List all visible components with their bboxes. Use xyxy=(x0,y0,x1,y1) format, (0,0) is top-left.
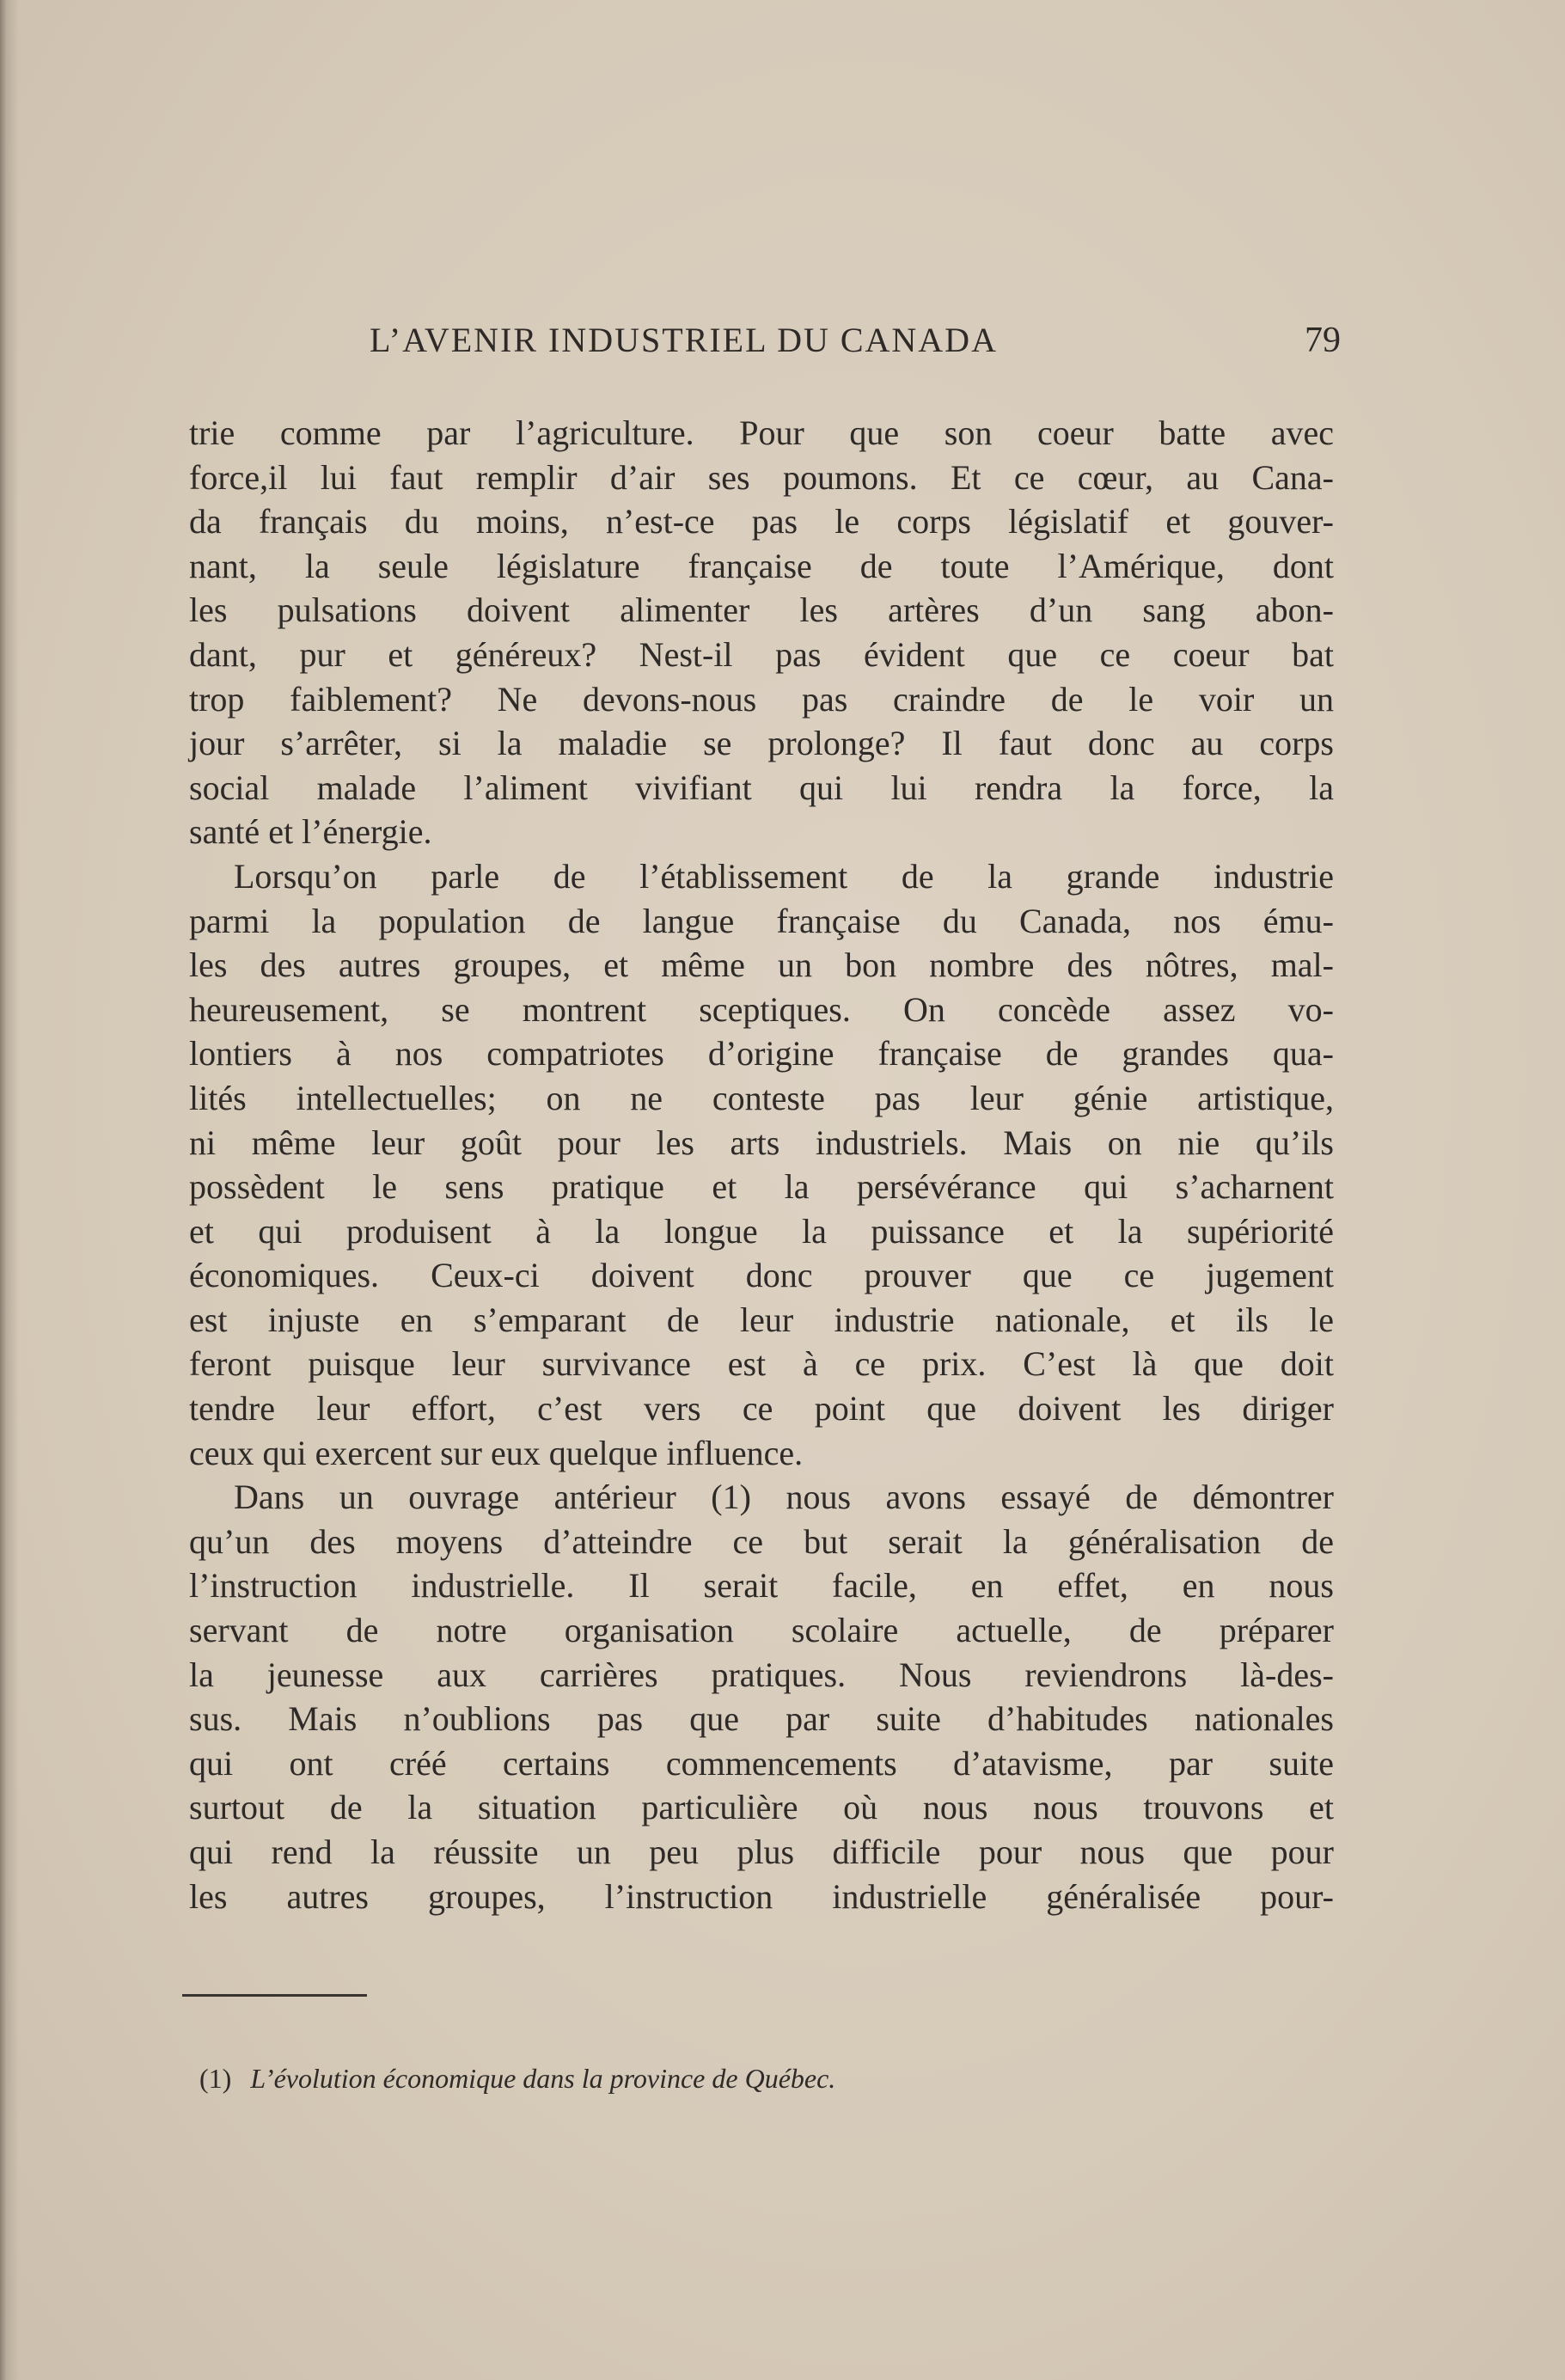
text-line: les pulsations doivent alimenter les artères d’un sang abon- xyxy=(189,590,1334,630)
running-title: L’AVENIR INDUSTRIEL DU CANADA xyxy=(370,321,998,359)
text-line: dant, pur et généreux? Nest-il pas évident que ce coeur bat xyxy=(189,634,1334,674)
footnote-text: L’évolution économique dans la province de Québec. xyxy=(250,2063,836,2094)
text-line: force,il lui faut remplir d’air ses poumons. Et ce cœur, au Cana- xyxy=(189,457,1334,497)
text-line: da français du moins, n’est-ce pas le corps législatif et gouver- xyxy=(189,502,1334,541)
text-line: tendre leur effort, c’est vers ce point que doivent les diriger xyxy=(189,1389,1334,1429)
text-line: possèdent le sens pratique et la persévérance qui s’acharnent xyxy=(189,1167,1334,1207)
text-line: la jeunesse aux carrières pratiques. Nous reviendrons là-des- xyxy=(189,1655,1334,1694)
text-line: lontiers à nos compatriotes d’origine française de grandes qua- xyxy=(189,1034,1334,1074)
text-line: les des autres groupes, et même un bon nombre des nôtres, mal- xyxy=(189,945,1334,985)
text-line: est injuste en s’emparant de leur industrie nationale, et ils le xyxy=(189,1300,1334,1339)
text-line: social malade l’aliment vivifiant qui lui rendra la force, la xyxy=(189,768,1334,807)
text-line: Dans un ouvrage antérieur (1) nous avons essayé de démontrer xyxy=(234,1478,1334,1517)
footnote xyxy=(199,2063,835,2095)
text-line: nant, la seule législature française de toute l’Amérique, dont xyxy=(189,546,1334,585)
text-line: et qui produisent à la longue la puissance et la supériorité xyxy=(189,1211,1334,1251)
text-line: qui ont créé certains commencements d’atavisme, par suite xyxy=(189,1743,1334,1783)
footnote-divider xyxy=(182,1994,367,1997)
text-line: lités intellectuelles; on ne conteste pas leur génie artistique, xyxy=(189,1078,1334,1117)
text-line: qu’un des moyens d’atteindre ce but serait la généralisation de xyxy=(189,1521,1334,1561)
text-line: ni même leur goût pour les arts industriels. Mais on nie qu’ils xyxy=(189,1123,1334,1162)
page-number: 79 xyxy=(1305,321,1341,360)
text-line: l’instruction industrielle. Il serait facile, en effet, en nous xyxy=(189,1566,1334,1606)
footnote-marker: (1) xyxy=(199,2063,232,2094)
text-line: sus. Mais n’oublions pas que par suite d’habitudes nationales xyxy=(189,1699,1334,1739)
text-line: santé et l’énergie. xyxy=(189,812,432,852)
text-line: feront puisque leur survivance est à ce prix. C’est là que doit xyxy=(189,1344,1334,1384)
running-head xyxy=(370,320,1341,371)
text-line: économiques. Ceux-ci doivent donc prouver que ce jugement xyxy=(189,1256,1334,1295)
text-line: trop faiblement? Ne devons-nous pas craindre de le voir un xyxy=(189,679,1334,719)
text-line: Lorsqu’on parle de l’établissement de la grande industrie xyxy=(234,856,1334,896)
text-line: jour s’arrêter, si la maladie se prolonge? Il faut donc au corps xyxy=(189,724,1334,763)
text-line: ceux qui exercent sur eux quelque influence. xyxy=(189,1433,804,1472)
text-line: qui rend la réussite un peu plus difficile pour nous que pour xyxy=(189,1832,1334,1871)
text-line: trie comme par l’agriculture. Pour que son coeur batte avec xyxy=(189,413,1334,452)
text-line: servant de notre organisation scolaire actuelle, de préparer xyxy=(189,1611,1334,1650)
body-text xyxy=(189,411,1334,1918)
text-line: surtout de la situation particulière où nous nous trouvons et xyxy=(189,1788,1334,1827)
text-line: les autres groupes, l’instruction industrielle généralisée pour- xyxy=(189,1876,1334,1916)
text-line: heureusement, se montrent sceptiques. On concède assez vo- xyxy=(189,989,1334,1029)
page-binding-edge xyxy=(0,0,19,2380)
text-line: parmi la population de langue française du Canada, nos ému- xyxy=(189,901,1334,940)
